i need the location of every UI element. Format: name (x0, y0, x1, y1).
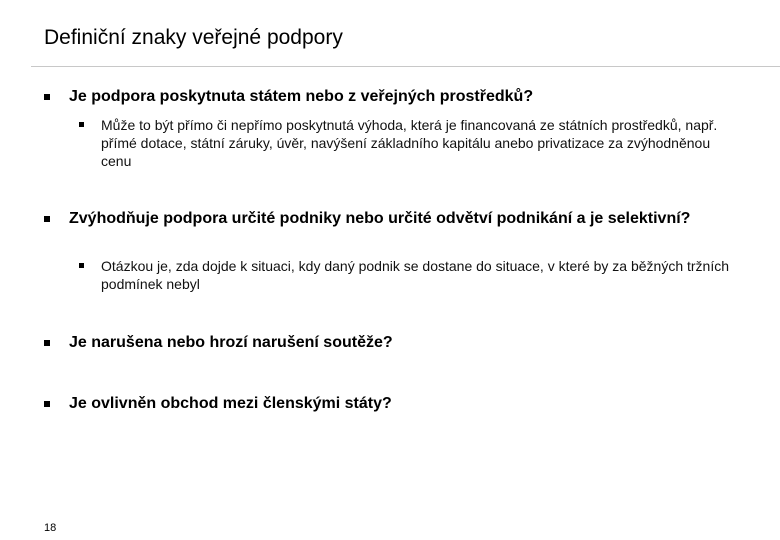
bullet-text: Je ovlivněn obchod mezi členskými státy? (69, 395, 392, 412)
bullet-text: Zvýhodňuje podpora určité podniky nebo určité odvětví podnikání a je selektivní? (69, 210, 691, 227)
sub-bullet-text: Může to být přímo či nepřímo poskytnutá výhoda, která je financovaná ze státních prostředků, např. přímé dotace, státní záruky, úvěr, navýšení základního kapitálu anebo privatizace za zvýhodněnou cenu (101, 117, 718, 169)
sub-bullet-text: Otázkou je, zda dojde k situaci, kdy daný podnik se dostane do situace, v které by za běžných tržních podmínek nebyl (101, 258, 730, 292)
square-bullet-icon (44, 340, 50, 346)
square-bullet-icon (79, 122, 84, 127)
slide-title: Definiční znaky veřejné podpory (44, 26, 343, 49)
bullet-text: Je narušena nebo hrozí narušení soutěže? (69, 334, 393, 351)
square-bullet-icon (44, 216, 50, 222)
square-bullet-icon (79, 263, 84, 268)
square-bullet-icon (44, 401, 50, 407)
square-bullet-icon (44, 94, 50, 100)
title-divider (31, 66, 780, 67)
bullet-text: Je podpora poskytnuta státem nebo z veřejných prostředků? (69, 88, 534, 105)
page-number: 18 (44, 522, 57, 534)
